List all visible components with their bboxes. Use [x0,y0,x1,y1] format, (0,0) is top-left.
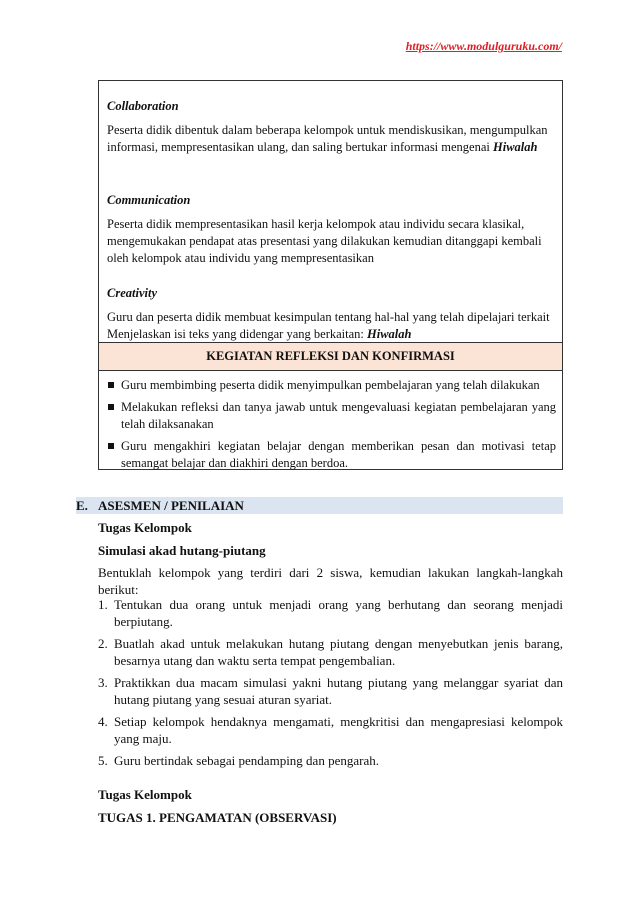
creativity-text: Guru dan peserta didik membuat kesimpulan tentang hal-hal yang telah dipelajari terkait Menjelaskan isi teks yang didengar yang berkaitan: [107,310,550,341]
creativity-body [107,309,556,343]
step-number: 4. [98,714,108,729]
collaboration-title: Collaboration [107,99,179,113]
list-item [107,399,556,433]
square-bullet-icon [108,404,114,410]
collaboration-emphasis: Hiwalah [493,140,538,154]
creativity-title: Creativity [107,286,157,300]
list-item [98,674,563,708]
intro-paragraph: Bentuklah kelompok yang terdiri dari 2 siswa, kemudian lakukan langkah-langkah berikut: [98,565,563,597]
step-text: Guru bertindak sebagai pendamping dan pengarah. [114,753,379,768]
simulasi-heading: Simulasi akad hutang-piutang [98,543,266,558]
tugas-kelompok-heading: Tugas Kelompok [98,520,192,535]
list-item [98,713,563,747]
list-item [107,377,556,394]
activity-table [98,80,563,470]
list-item [98,596,563,630]
step-text: Tentukan dua orang untuk menjadi orang yang berhutang dan seorang menjadi berpiutang. [114,597,563,629]
section-e-letter: E. [76,498,88,513]
list-item [107,438,556,472]
step-number: 1. [98,597,108,612]
list-item [98,635,563,669]
tugas-1-heading: TUGAS 1. PENGAMATAN (OBSERVASI) [98,810,337,825]
bullet-text: Melakukan refleksi dan tanya jawab untuk mengevaluasi kegiatan pembelajaran yang telah dilaksanakan [121,400,556,431]
square-bullet-icon [108,382,114,388]
step-text: Setiap kelompok hendaknya mengamati, mengkritisi dan mengapresiasi kelompok yang maju. [114,714,563,746]
step-text: Praktikkan dua macam simulasi yakni hutang piutang yang melanggar syariat dan hutang piutang yang sesuai aturan syariat. [114,675,563,707]
communication-title: Communication [107,193,191,207]
communication-section [107,192,556,267]
step-number: 5. [98,753,108,768]
step-text: Buatlah akad untuk melakukan hutang piutang dengan menyebutkan jenis barang, besarnya utang dan waktu serta tempat pengembalian. [114,636,563,668]
collaboration-text: Peserta didik dibentuk dalam beberapa kelompok untuk mendiskusikan, mengumpulkan informasi, mempresentasikan ulang, dan saling bertukar informasi mengenai [107,123,548,154]
kegiatan-refleksi-header: KEGIATAN REFLEKSI DAN KONFIRMASI [99,342,562,371]
step-number: 2. [98,636,108,651]
bullet-text: Guru membimbing peserta didik menyimpulkan pembelajaran yang telah dilakukan [121,378,540,392]
tugas-kelompok-heading-2: Tugas Kelompok [98,787,192,802]
section-e-title: ASESMEN / PENILAIAN [98,498,244,513]
header-url-link[interactable]: https://www.modulguruku.com/ [405,39,562,53]
collaboration-body [107,122,556,156]
communication-body: Peserta didik mempresentasikan hasil kerja kelompok atau individu secara klasikal, mengemukakan pendapat atas presentasi yang dilakukan kemudian ditanggapi kembali oleh kelompok atau individu yang mempresentasikan [107,217,542,265]
collaboration-section [107,98,556,156]
refleksi-list [107,377,556,477]
bullet-text: Guru mengakhiri kegiatan belajar dengan memberikan pesan dan motivasi tetap semangat belajar dan diakhiri dengan berdoa. [121,439,556,470]
steps-list [98,596,563,774]
list-item [98,752,563,769]
step-number: 3. [98,675,108,690]
square-bullet-icon [108,443,114,449]
creativity-section [107,285,556,343]
creativity-emphasis: Hiwalah [367,327,412,341]
